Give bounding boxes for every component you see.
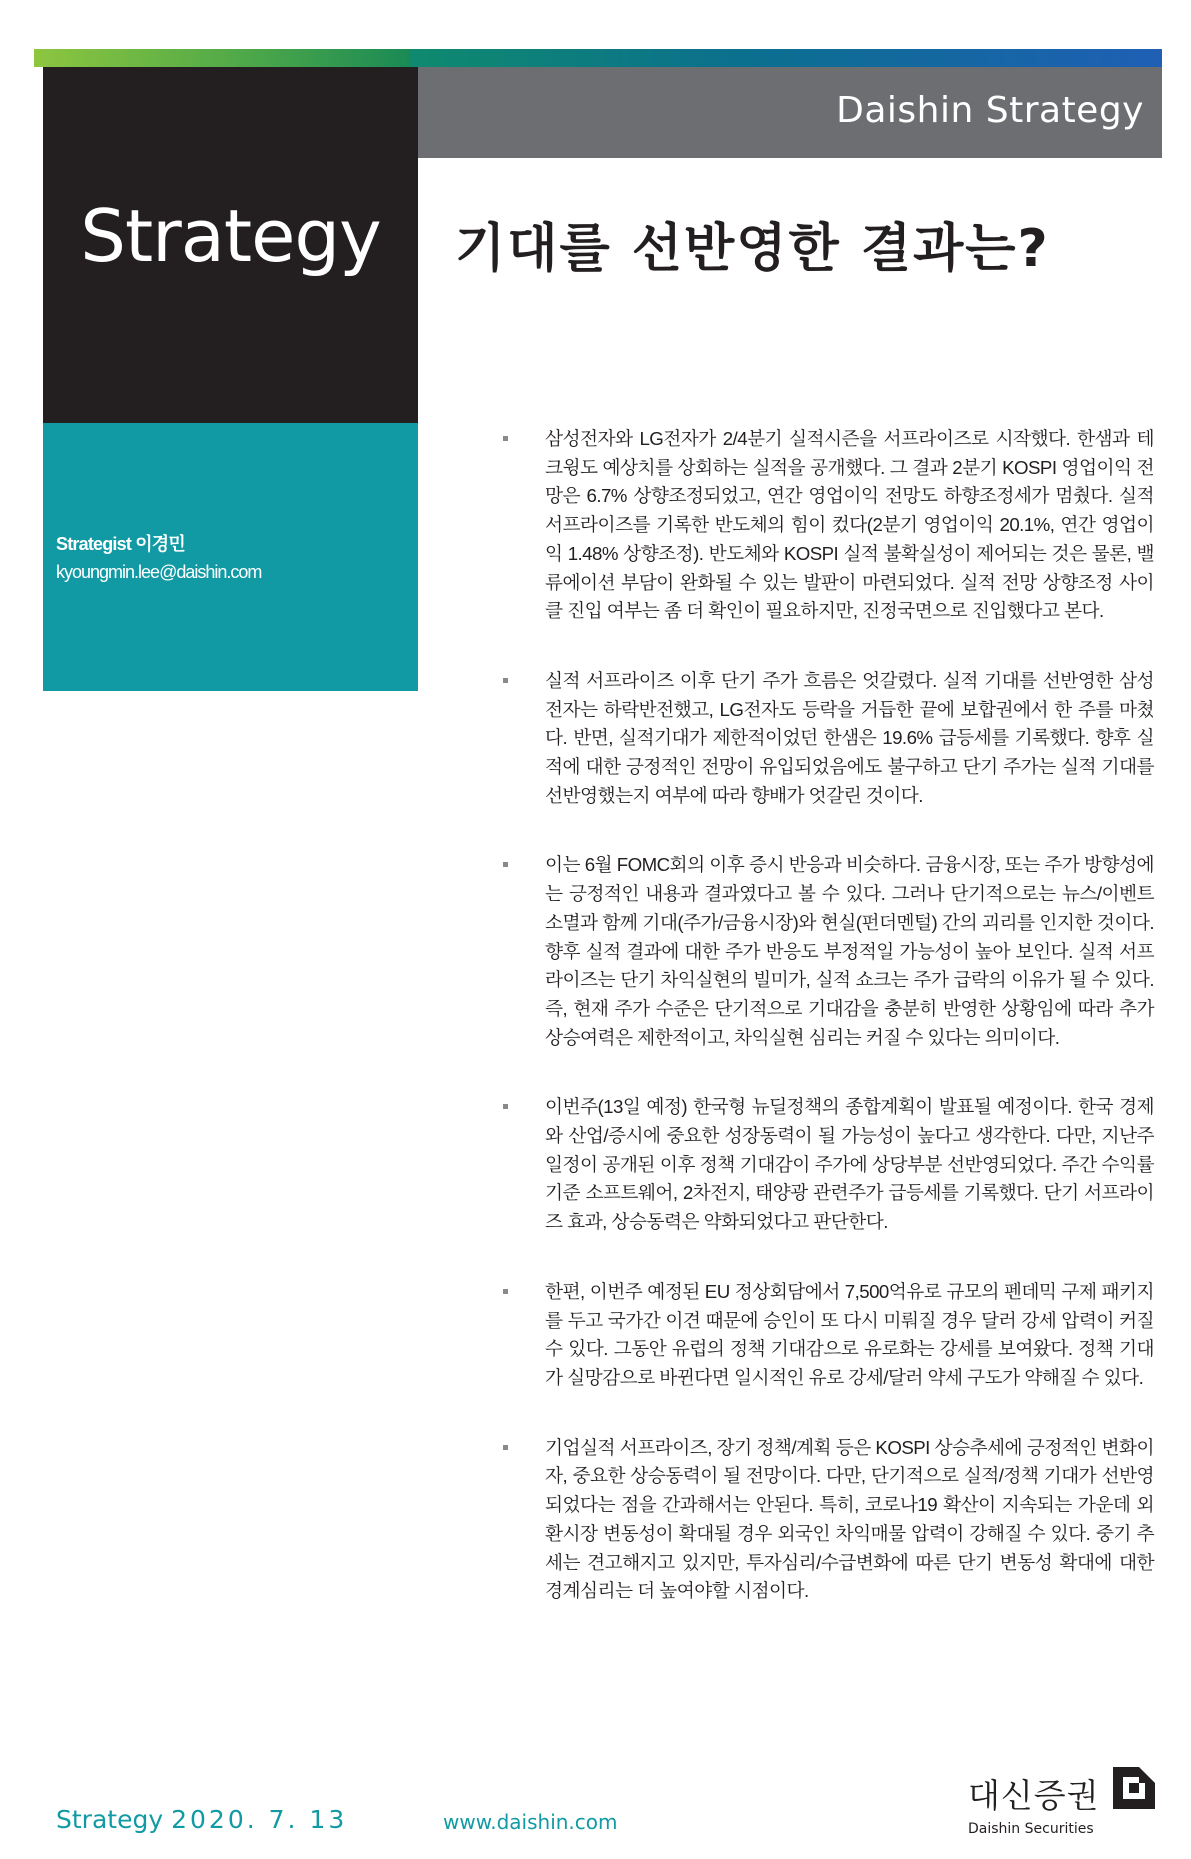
bullet-list [500, 425, 1154, 1647]
brand-title: Daishin Strategy [836, 90, 1144, 131]
bullet-marker-icon [503, 1289, 508, 1294]
list-item [500, 1093, 1154, 1237]
list-item [500, 425, 1154, 626]
strategist-email: kyoungmin.lee@daishin.com [56, 562, 262, 582]
header-band [418, 67, 1162, 158]
bullet-text: 이는 6월 FOMC회의 이후 증시 반응과 비슷하다. 금융시장, 또는 주가 방향성에는 긍정적인 내용과 결과였다고 볼 수 있다. 그러나 단기적으로는 뉴스/이벤트 소멸과 함께 기대(주가/금융시장)와 현실(펀더멘털) 간의 괴리를 인지한 것이다. 향후 실적 결과에 대한 주가 반응도 부정적일 가능성이 높아 보인다. 실적 서프라이즈는 단기 차익실현의 빌미가, 실적 쇼크는 주가 급락의 이유가 될 수 있다. 즉, 현재 주가 수준은 단기적으로 기대감을 충분히 반영한 상황임에 따라 추가 상승여력은 제한적이고, 차익실현 심리는 커질 수 있다는 의미이다. [545, 854, 1154, 1048]
header-gradient-bar-right [410, 49, 1162, 67]
strategist-name: Strategist 이경민 [56, 534, 185, 554]
company-logo-subtitle: Daishin Securities [968, 1821, 1094, 1837]
header-gradient-bar-left [34, 49, 410, 67]
list-item [500, 667, 1154, 811]
bullet-text: 기업실적 서프라이즈, 장기 정책/계획 등은 KOSPI 상승추세에 긍정적인 변화이자, 중요한 상승동력이 될 전망이다. 다만, 단기적으로 실적/정책 기대가 선반영되었다는 점을 간과해서는 안된다. 특히, 코로나19 확산이 지속되는 가운데 외환시장 변동성이 확대될 경우 외국인 차익매물 압력이 강해질 수 있다. 중기 추세는 견고해지고 있지만, 투자심리/수급변화에 따른 단기 변동성 확대에 대한 경계심리는 더 높여야할 시점이다. [545, 1436, 1154, 1602]
bullet-marker-icon [503, 1445, 508, 1450]
bullet-text: 한편, 이번주 예정된 EU 정상회담에서 7,500억유로 규모의 펜데믹 구제 패키지를 두고 국가간 이견 때문에 승인이 또 다시 미뤄질 경우 달러 강세 압력이 커질 수 있다. 그동안 유럽의 정책 기대감으로 유로화는 강세를 보여왔다. 정책 기대가 실망감으로 바뀐다면 일시적인 유로 강세/달러 약세 구도가 약해질 수 있다. [545, 1280, 1154, 1388]
bullet-marker-icon [503, 678, 508, 683]
company-logo-icon [1109, 1763, 1159, 1813]
footer-url-link[interactable]: www.daishin.com [443, 1810, 618, 1834]
author-info-block [43, 423, 418, 691]
section-word: Strategy [80, 194, 381, 278]
list-item [500, 1278, 1154, 1393]
page-title: 기대를 선반영한 결과는? [455, 219, 1050, 279]
list-item [500, 851, 1154, 1052]
footer-report-name: Strategy [56, 1805, 164, 1834]
bullet-text: 이번주(13일 예정) 한국형 뉴딜정책의 종합계획이 발표될 예정이다. 한국 경제와 산업/증시에 중요한 성장동력이 될 가능성이 높다고 생각한다. 다만, 지난주 일정이 공개된 이후 정책 기대감이 주가에 상당부분 선반영되었다. 주간 수익률 기준 소프트웨어, 2차전지, 태양광 관련주가 급등세를 기록했다. 단기 서프라이즈 효과, 상승동력은 약화되었다고 판단한다. [545, 1096, 1154, 1233]
bullet-text: 삼성전자와 LG전자가 2/4분기 실적시즌을 서프라이즈로 시작했다. 한샘과 테크윙도 예상치를 상회하는 실적을 공개했다. 그 결과 2분기 KOSPI 영업이익 전망은 6.7% 상향조정되었고, 연간 영업이익 전망도 하향조정세가 멈췄다. 실적 서프라이즈를 기록한 반도체의 힘이 컸다(2분기 영업이익 20.1%, 연간 영업이익 1.48% 상향조정). 반도체와 KOSPI 실적 불확실성이 제어되는 것은 물론, 밸류에이션 부담이 완화될 수 있는 발판이 마련되었다. 실적 전망 상향조정 사이클 진입 여부는 좀 더 확인이 필요하지만, 진정국면으로 진입했다고 본다. [545, 428, 1154, 622]
footer-report-info [56, 1805, 347, 1834]
company-logo-text: 대신증권 [968, 1776, 1100, 1815]
footer-date: 2020. 7. 13 [171, 1805, 348, 1834]
bullet-marker-icon [503, 436, 508, 441]
bullet-marker-icon [503, 862, 508, 867]
list-item [500, 1434, 1154, 1606]
bullet-marker-icon [503, 1104, 508, 1109]
bullet-text: 실적 서프라이즈 이후 단기 주가 흐름은 엇갈렸다. 실적 기대를 선반영한 삼성전자는 하락반전했고, LG전자도 등락을 거듭한 끝에 보합권에서 한 주를 마쳤다. 반면, 실적기대가 제한적이었던 한샘은 19.6% 급등세를 기록했다. 향후 실적에 대한 긍정적인 전망이 유입되었음에도 불구하고 단기 주가는 실적 기대를 선반영했는지 여부에 따라 향배가 엇갈린 것이다. [545, 669, 1154, 806]
